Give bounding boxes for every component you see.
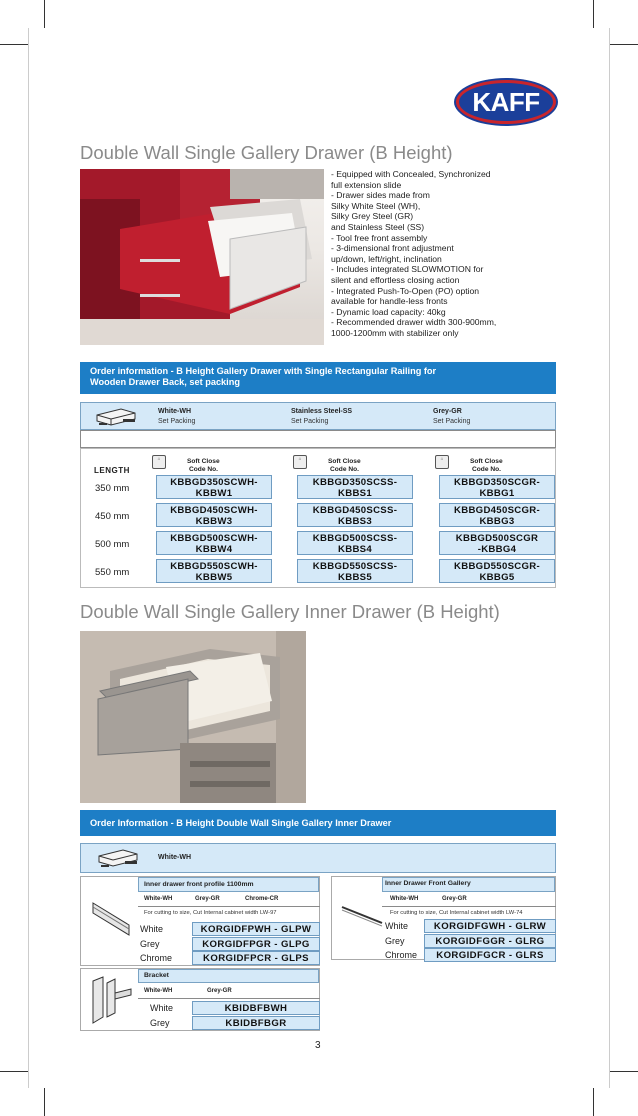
- front-profile-icon: [89, 897, 137, 937]
- crop-mark: [610, 1071, 638, 1072]
- order-info-bar-1: [80, 362, 556, 394]
- crop-mark: [593, 0, 594, 28]
- code-line: KBBGD450SCSS-: [312, 505, 398, 516]
- drawer-set-icon: [95, 846, 141, 870]
- product-code: KORGIDFGGR - GLRG: [424, 934, 556, 948]
- product-code: [439, 559, 555, 583]
- code-line: KBBGD450SCWH-: [170, 505, 258, 516]
- code-line: KBBG3: [479, 516, 515, 527]
- divider: [382, 906, 556, 907]
- page-border: [609, 28, 610, 1088]
- feature-item: full extension slide: [331, 179, 402, 190]
- fp-col-white: White-WH: [144, 896, 173, 902]
- code-line: KBBW1: [195, 488, 233, 499]
- fg-col-white: White-WH: [390, 896, 419, 902]
- finish-label: Chrome: [140, 953, 173, 963]
- divider: [138, 906, 320, 907]
- code-line: KBBGD350SCSS-: [312, 477, 398, 488]
- page-border: [28, 28, 29, 1088]
- finish-label: Chrome: [385, 950, 418, 960]
- code-line: KBBGD500SCWH-: [170, 533, 258, 544]
- variant-grey-sub: Set Packing: [433, 418, 471, 425]
- divider: [138, 998, 320, 999]
- code-line: KBBGD550SCSS-: [312, 561, 398, 572]
- product-code: KORGIDFPGR - GLPG: [192, 937, 320, 951]
- length-value: 350 mm: [95, 483, 130, 494]
- variant-ss-sub: Set Packing: [291, 418, 329, 425]
- code-line: KBBGD500SCGR: [455, 533, 539, 544]
- spacer-row: [80, 430, 556, 448]
- fp-col-grey: Grey-GR: [195, 896, 220, 902]
- product-code: KORGIDFPCR - GLPS: [192, 951, 320, 965]
- product-code: [297, 503, 413, 527]
- logo-text: KAFF: [472, 86, 540, 117]
- code-line: KBBS3: [337, 516, 373, 527]
- product-code: KORGIDFGCR - GLRS: [424, 948, 556, 962]
- feature-list: [331, 169, 541, 339]
- product-code: [156, 559, 272, 583]
- crop-mark: [593, 1088, 594, 1116]
- br-col-grey: Grey-GR: [207, 988, 232, 994]
- finish-label: White: [385, 921, 409, 931]
- crop-mark: [0, 1071, 28, 1072]
- fg-col-grey: Grey-GR: [442, 896, 467, 902]
- crop-mark: [44, 0, 45, 28]
- code-line: KBBGD350SCGR-: [454, 477, 540, 488]
- finish-label: Grey: [140, 938, 160, 949]
- product-code: [156, 531, 272, 555]
- feature-item: up/down, left/right, inclination: [331, 253, 442, 264]
- feature-item: - 3-dimensional front adjustment: [331, 243, 454, 254]
- drawer-set-icon: [93, 405, 139, 427]
- soft-close-label: Soft Close: [470, 458, 503, 465]
- feature-item: - Integrated Push-To-Open (PO) option: [331, 285, 480, 296]
- code-line: KBBG5: [479, 572, 515, 583]
- section2-title: Double Wall Single Gallery Inner Drawer (B Height): [80, 601, 500, 622]
- feature-item: Silky White Steel (WH),: [331, 200, 421, 211]
- product-code: [297, 531, 413, 555]
- code-line: KBBG1: [479, 488, 515, 499]
- crop-mark: [44, 1088, 45, 1116]
- product-code: [156, 475, 272, 499]
- crop-mark: [610, 44, 638, 45]
- variant-white-label-2: White-WH: [158, 854, 192, 861]
- length-value: 450 mm: [95, 511, 130, 522]
- code-line: -KBBG4: [477, 544, 517, 555]
- fg-note: For cutting to size, Cut Internal cabinet width LW-74: [390, 910, 523, 916]
- soft-close-icon: ⌂: [435, 455, 449, 469]
- code-line: KBBW4: [195, 544, 233, 555]
- product-code: [297, 475, 413, 499]
- front-gallery-icon: [338, 901, 386, 931]
- product-code: [439, 475, 555, 499]
- crop-mark: [0, 44, 28, 45]
- inner-drawer-illustration: [80, 631, 306, 803]
- fp-col-chrome: Chrome-CR: [245, 896, 279, 902]
- drawer-photo: [80, 169, 324, 345]
- br-col-white: White-WH: [144, 988, 173, 994]
- order-bar-line: Order information - B Height Gallery Drawer with Single Rectangular Railing for: [90, 366, 437, 376]
- product-code: KORGIDFGWH - GLRW: [424, 919, 556, 933]
- bracket-icon: [87, 973, 137, 1027]
- code-line: KBBW3: [195, 516, 233, 527]
- product-code: [439, 531, 555, 555]
- soft-close-icon: ⌂: [152, 455, 166, 469]
- feature-item: - Tool free front assembly: [331, 232, 428, 243]
- code-line: KBBS1: [337, 488, 373, 499]
- code-line: KBBS5: [337, 572, 373, 583]
- front-gallery-title: Inner Drawer Front Gallery: [385, 880, 471, 887]
- order-info-bar-2: Order Information - B Height Double Wall Single Gallery Inner Drawer: [80, 810, 556, 836]
- soft-close-label: Soft Close: [328, 458, 361, 465]
- variant-header: [80, 402, 556, 430]
- finish-label: White: [150, 1003, 174, 1013]
- length-header: LENGTH: [94, 466, 130, 475]
- inner-drawer-photo: [80, 631, 306, 803]
- code-line: KBBS4: [337, 544, 373, 555]
- code-line: KBBW5: [195, 572, 233, 583]
- variant-ss-label: Stainless Steel-SS: [291, 408, 353, 415]
- product-code: KBIDBFBWH: [192, 1001, 320, 1015]
- feature-item: Silky Grey Steel (GR): [331, 211, 414, 222]
- product-code: KBIDBFBGR: [192, 1016, 320, 1030]
- code-no-label: Code No.: [330, 466, 359, 473]
- feature-item: silent and effortless closing action: [331, 274, 460, 285]
- soft-close-icon: ⌂: [293, 455, 307, 469]
- product-code: [439, 503, 555, 527]
- feature-item: - Equipped with Concealed, Synchronized: [331, 169, 491, 179]
- code-line: KBBGD550SCWH-: [170, 561, 258, 572]
- feature-item: 1000-1200mm with stabilizer only: [331, 327, 459, 338]
- product-code: KORGIDFPWH - GLPW: [192, 922, 320, 936]
- feature-item: - Drawer sides made from: [331, 190, 430, 201]
- variant-grey-label: Grey-GR: [433, 408, 462, 415]
- section1-title: Double Wall Single Gallery Drawer (B Height): [80, 142, 453, 163]
- code-line: KBBGD500SCSS-: [312, 533, 398, 544]
- front-profile-title: Inner drawer front profile 1100mm: [144, 881, 254, 888]
- finish-label: Grey: [150, 1017, 170, 1028]
- code-line: KBBGD550SCGR-: [454, 561, 540, 572]
- kaff-logo: [456, 80, 556, 124]
- finish-label: White: [140, 924, 164, 934]
- drawer-illustration: [80, 169, 324, 345]
- soft-close-label: Soft Close: [187, 458, 220, 465]
- feature-item: - Recommended drawer width 300-900mm,: [331, 317, 497, 328]
- code-no-label: Code No.: [472, 466, 501, 473]
- feature-item: - Dynamic load capacity: 40kg: [331, 306, 446, 317]
- length-value: 500 mm: [95, 539, 130, 550]
- feature-item: available for handle-less fronts: [331, 296, 448, 307]
- finish-label: Grey: [385, 935, 405, 946]
- product-code: [297, 559, 413, 583]
- code-line: KBBGD450SCGR-: [454, 505, 540, 516]
- product-code: [156, 503, 272, 527]
- order-bar-line: Wooden Drawer Back, set packing: [90, 377, 240, 387]
- code-no-label: Code No.: [189, 466, 218, 473]
- code-line: KBBGD350SCWH-: [170, 477, 258, 488]
- variant-header-2: [80, 843, 556, 873]
- fp-note: For cutting to size, Cut Internal cabinet width LW-97: [144, 910, 277, 916]
- variant-white-sub: Set Packing: [158, 418, 196, 425]
- page-number: 3: [315, 1040, 321, 1051]
- bracket-title: Bracket: [144, 972, 169, 979]
- feature-item: - Includes integrated SLOWMOTION for: [331, 264, 484, 275]
- length-value: 550 mm: [95, 567, 130, 578]
- variant-white-label: White-WH: [158, 408, 192, 415]
- feature-item: and Stainless Steel (SS): [331, 221, 425, 232]
